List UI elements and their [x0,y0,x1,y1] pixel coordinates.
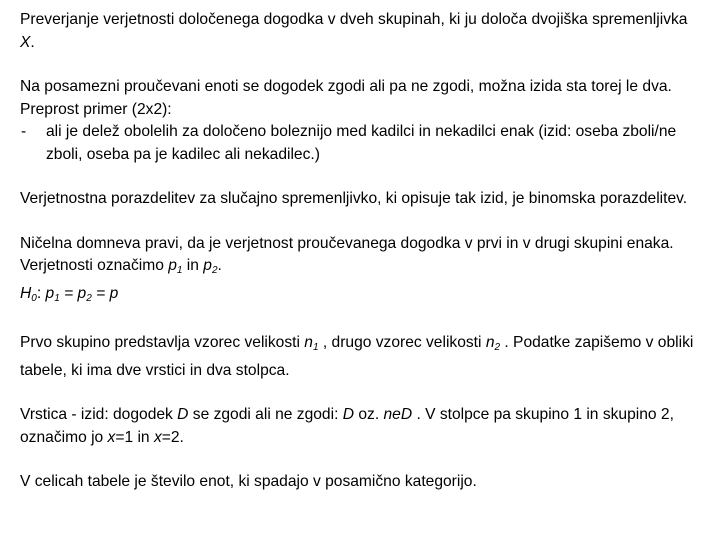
n-symbol: n [485,334,495,351]
paragraph-intro [20,9,700,54]
p-symbol: p [109,284,119,302]
x-symbol: x [107,428,116,446]
p-symbol: p [168,257,177,274]
intro-text: Preverjanje verjetnosti določenega dogodka v dveh skupinah, ki ju določa dvojiška spremenljivka [20,11,688,28]
equals-sign: = [59,284,78,302]
h-subscript: 0 [31,292,37,304]
hypothesis-formula [20,283,700,311]
n1-subscript: 1 [312,342,319,353]
null-text-c: . [217,257,222,274]
slide-content [20,9,700,494]
n2-subscript: 2 [494,342,501,353]
d-symbol: D [400,406,413,423]
rows-text-f: =2. [161,428,184,446]
rows-text-e: =1 in [115,428,154,446]
paragraph-outcomes [20,76,700,166]
d-symbol: D [177,406,189,423]
h-symbol: H [20,284,32,302]
paragraph-samples [20,332,700,382]
equals-sign: = [91,284,110,302]
paragraph-distribution: Verjetnostna porazdelitev za slučajno spremenljivko, ki opisuje tak izid, je binomska porazdelitev. [20,190,688,207]
null-text-a: Ničelna domneva pravi, da je verjetnost proučevanega dogodka v prvi in v drugi skupini enaka. Verjetnosti označimo [20,234,674,274]
variable-x: X [20,33,31,51]
outcomes-text: Na posamezni proučevani enoti se dogodek zgodi ali pa ne zgodi, možna izida sta torej le dva. Preprost primer (2x2): [20,78,672,118]
p-symbol: p [77,284,87,302]
paragraph-null-hypothesis [20,233,700,311]
bullet-marker: - [21,123,27,140]
samples-text-b: , drugo vzorec velikosti [318,334,486,351]
n-symbol: n [304,334,313,351]
null-text-b: in [182,257,204,274]
rows-text-b: se zgodi ali ne zgodi: [188,406,343,423]
d-symbol: D [342,406,355,423]
rows-text-c: oz. [354,406,384,423]
samples-text-c: . Podatke zapišemo v obliki tabele, ki ima dve vrstici in dva stolpca. [20,334,694,379]
samples-text-a: Prvo skupino predstavlja vzorec velikosti [20,334,305,351]
p-symbol: p [45,284,55,302]
subscript-1: 1 [176,265,183,276]
rows-text-a: Vrstica - izid: dogodek [20,406,178,423]
null-hypothesis-text [20,233,700,283]
p-symbol: p [203,257,212,274]
bullet-item [20,121,700,166]
formula-colon: : [36,284,46,302]
subscript-2: 2 [86,292,92,304]
bullet-text: ali je delež obolelih za določeno boleznijo med kadilci in nekadilci enak (izid: oseba zboli/ne zboli, oseba pa je kadilec ali nekadilec.) [46,123,677,163]
paragraph-cells: V celicah tabele je število enot, ki spadajo v posamično kategorijo. [20,473,477,490]
x-symbol: x [153,428,162,446]
intro-end: . [30,33,35,51]
rows-text-d: . V stolpce pa skupino 1 in skupino 2, označimo jo [20,406,674,446]
ne-prefix: ne [383,406,401,423]
subscript-2: 2 [211,265,218,276]
paragraph-table-rows [20,404,700,449]
subscript-1: 1 [54,292,60,304]
